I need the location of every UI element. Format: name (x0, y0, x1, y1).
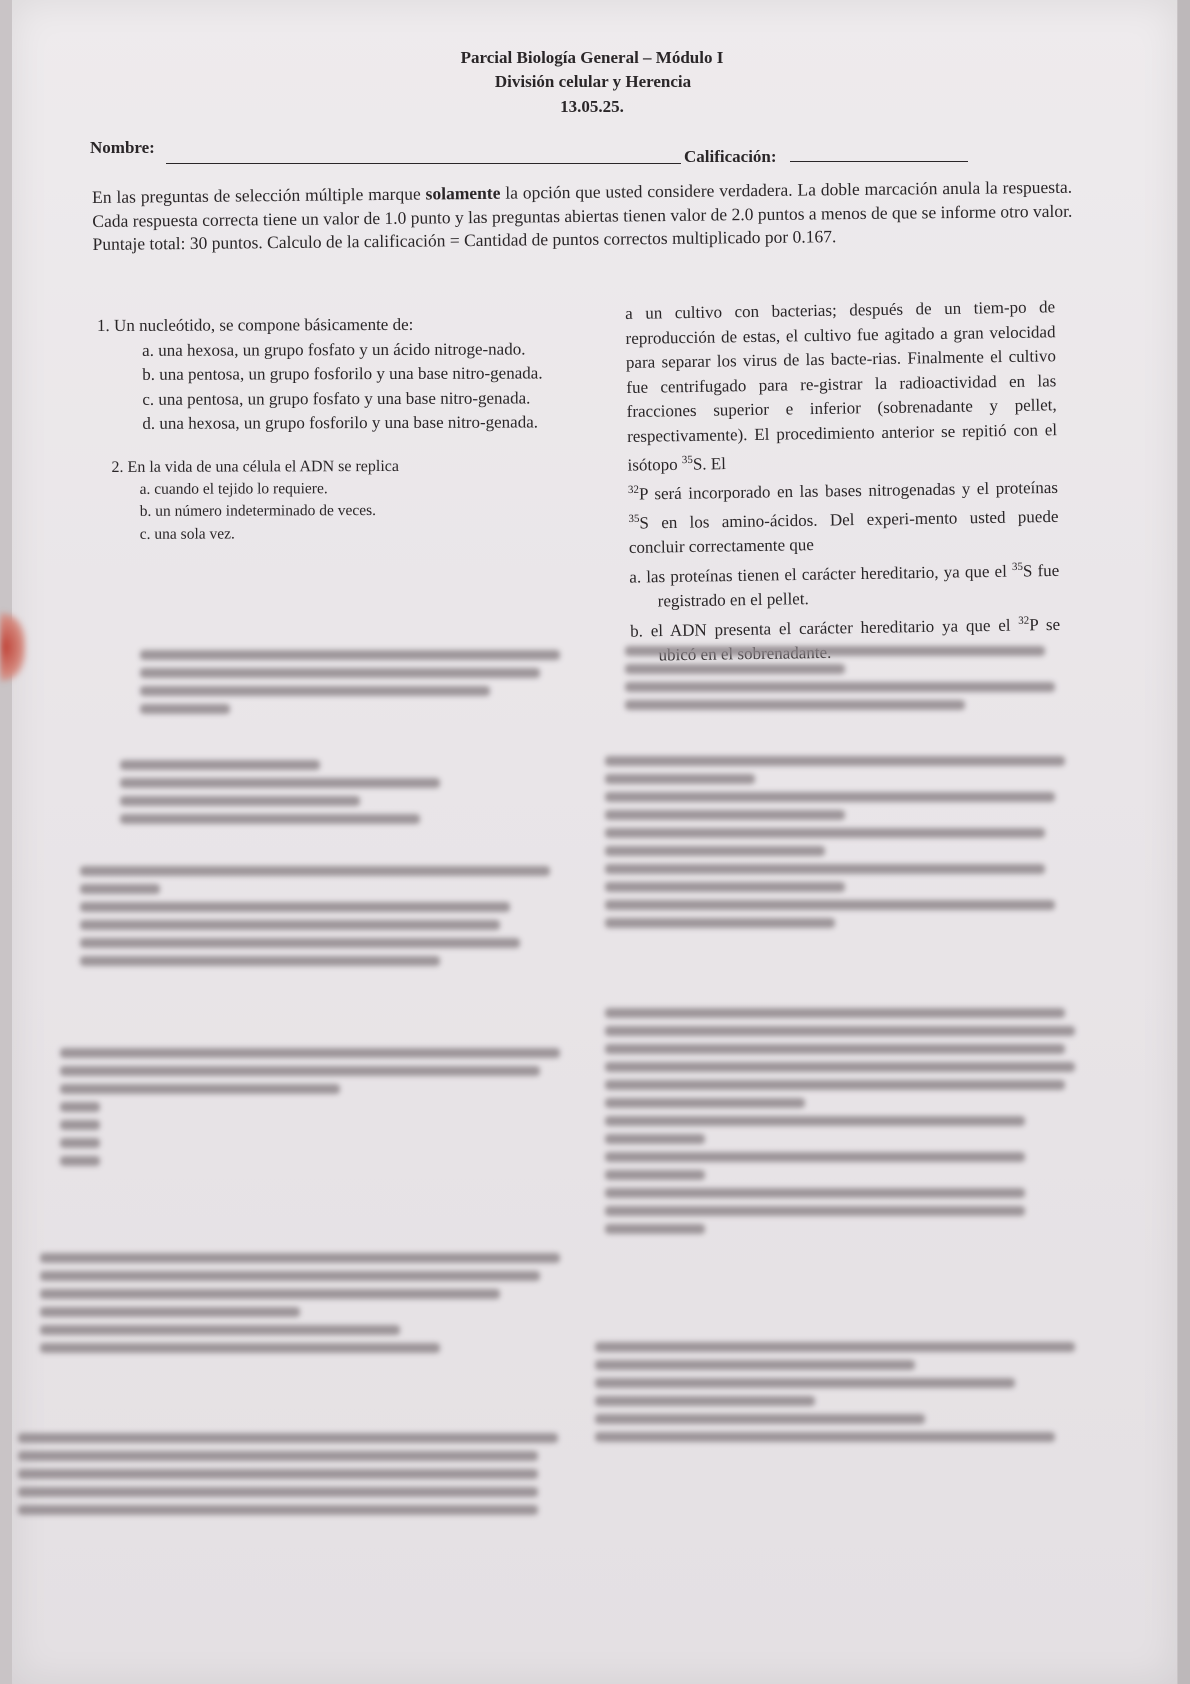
blurred-block (605, 748, 1075, 936)
blurred-block (595, 1334, 1085, 1450)
instructions-text: En las preguntas de selección múltiple marque (92, 183, 426, 207)
question-2-stem: 2. En la vida de una célula el ADN se replica (111, 457, 400, 476)
exam-title: Parcial Biología General – Módulo I (460, 48, 724, 67)
blurred-block (140, 642, 560, 722)
question-1-option-b[interactable]: b. una pentosa, un grupo fosforilo y una base nitro-genada. (142, 363, 543, 384)
question-2-option-c[interactable]: c. una sola vez. (139, 525, 235, 543)
q7-text-c: P será incorporado en las bases nitrogenadas y el proteínas (638, 478, 1059, 504)
q7-isotope-2: 32 (627, 483, 640, 497)
q7-option-b-text-end: P se (1029, 614, 1061, 634)
q7-option-b-text: b. el ADN presenta el carácter hereditario ya que el (630, 615, 1019, 641)
q7-text-d: S en los amino-ácidos. Del experi-mento usted puede concluir correctamente que (628, 507, 1059, 558)
question-2-option-b[interactable]: b. un número indeterminado de veces. (139, 502, 377, 520)
name-label: Nombre: (90, 138, 155, 157)
exam-date: 13.05.25. (560, 97, 624, 116)
q7-text-a: a un cultivo con bacterias; después de un tiem-po de reproducción de estas, el cultivo fue agitado a gran velocidad para separar los virus de las bacte-rias. Finalmente el cultivo fue centrifugado para re-gistrar la radioactividad en las fracciones superior e inferior (sobrenadante y pellet, respectivamente). El procedimiento anterior se repitió con el isótopo (625, 297, 1058, 475)
q7-option-a-text-end: S fue registrado en el pellet. (657, 560, 1060, 611)
blurred-block (80, 858, 560, 974)
question-1-option-a[interactable]: a. una hexosa, un grupo fosfato y un ácido nitroge-nado. (142, 339, 526, 360)
blurred-block (120, 752, 520, 832)
right-column (625, 295, 1061, 668)
instructions-paragraph (92, 176, 1073, 257)
grade-field[interactable] (790, 161, 968, 162)
blurred-block (605, 1000, 1085, 1242)
question-1-option-c[interactable]: c. una pentosa, un grupo fosfato y una base nitro-genada. (142, 387, 531, 409)
q7-text-b: S. El (692, 454, 727, 474)
question-7-continuation (625, 295, 1059, 561)
question-2-option-a[interactable]: a. cuando el tejido lo requiere. (139, 479, 328, 498)
q7-isotope-3: 35 (628, 513, 640, 526)
question-1-stem: 1. Un nucleótido, se compone básicamente de: (97, 314, 414, 335)
grade-label: Calificación: (684, 147, 777, 166)
blurred-block (40, 1245, 560, 1361)
q7-option-a-text: a. las proteínas tienen el carácter hereditario, ya que el (629, 561, 1013, 587)
name-field[interactable] (166, 163, 681, 164)
page-edge (1178, 0, 1190, 1684)
q7-option-a-isotope: 35 (1011, 560, 1023, 573)
blurred-block (18, 1425, 558, 1523)
q7-option-b-isotope: 32 (1018, 614, 1030, 627)
instructions-emphasis: solamente (425, 182, 501, 204)
question-7-option-a[interactable] (629, 554, 1060, 614)
q7-isotope-1: 35 (681, 453, 693, 467)
blurred-block (625, 638, 1065, 718)
exam-subtitle: División celular y Herencia (494, 72, 692, 91)
question-1-option-d[interactable]: d. una hexosa, un grupo fosforilo y una base nitro-genada. (142, 412, 539, 433)
instructions-text-rest: la opción que usted considere verdadera. La doble marcación anula la respuesta. Cada respuesta correcta tiene un valor de 1.0 punto y las preguntas abiertas tienen valor de 2.0 puntos a menos de que se informe otro valor. Puntaje total: 30 puntos. Calculo de la calificación = Cantidad de puntos correctos multiplicado por 0.167. (92, 176, 1073, 254)
blurred-block (60, 1040, 560, 1174)
left-column (97, 312, 568, 546)
